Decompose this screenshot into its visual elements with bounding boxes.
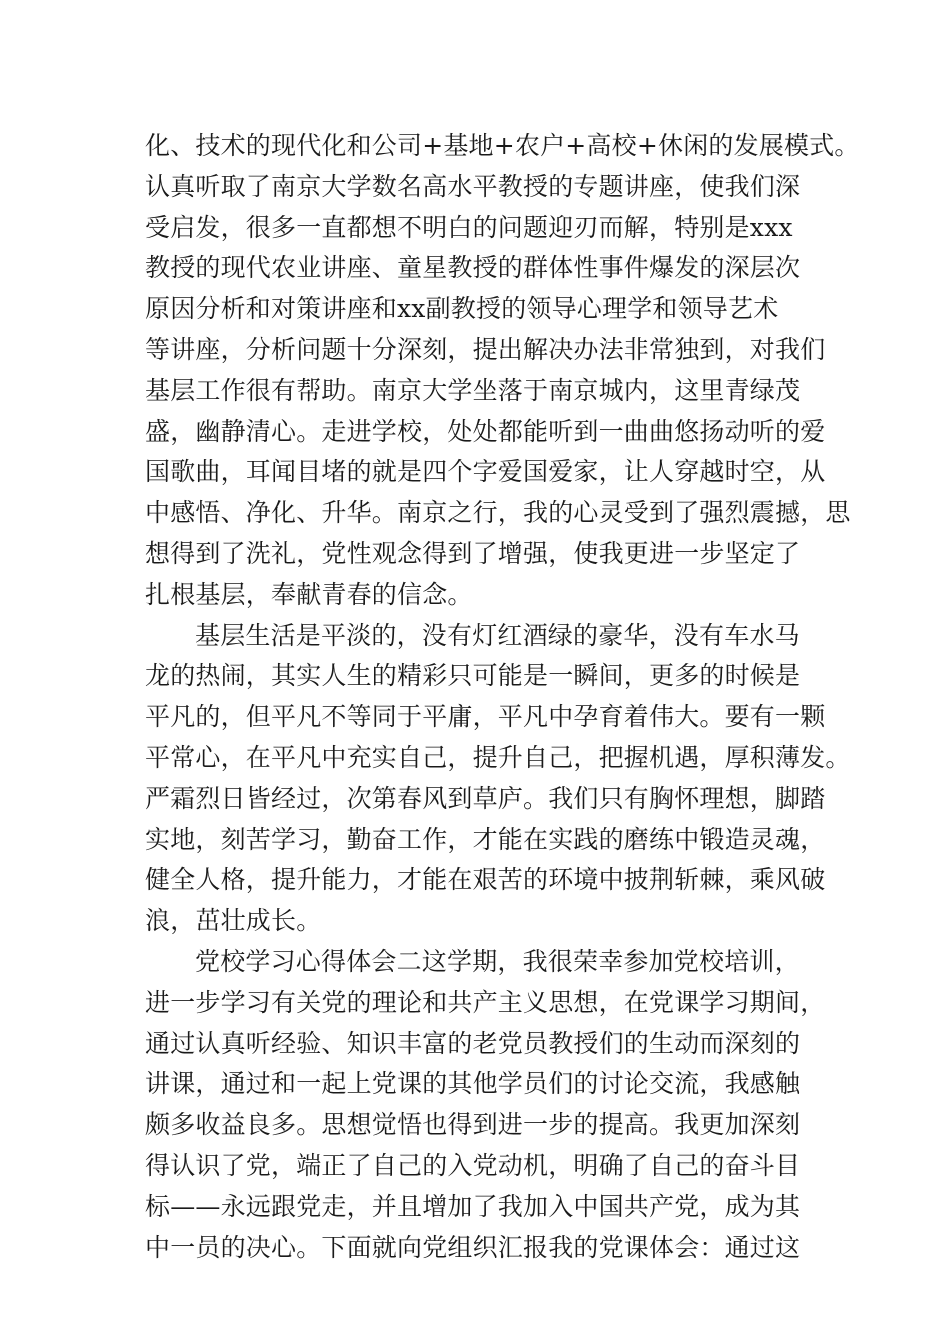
text-line: 等讲座，分析问题十分深刻，提出解决办法非常独到，对我们 xyxy=(145,334,826,364)
text-line: 平常心，在平凡中充实自己，提升自己，把握机遇，厚积薄发。 xyxy=(145,742,851,772)
text-line: 教授的现代农业讲座、童星教授的群体性事件爆发的深层次 xyxy=(145,253,801,283)
text-line: 健全人格，提升能力，才能在艰苦的环境中披荆斩棘，乘风破 xyxy=(145,865,826,895)
text-line: 中一员的决心。下面就向党组织汇报我的党课体会：通过这 xyxy=(145,1232,801,1262)
text-line: 浪，茁壮成长。 xyxy=(145,906,322,936)
paragraph xyxy=(145,942,826,1268)
document-body xyxy=(145,126,860,1268)
text-line: 认真听取了南京大学数名高水平教授的专题讲座，使我们深 xyxy=(145,171,801,201)
text-line: 扎根基层，奉献青春的信念。 xyxy=(145,579,473,609)
text-line: 得认识了党，端正了自己的入党动机，明确了自己的奋斗目 xyxy=(145,1150,801,1180)
text-line: 基层工作很有帮助。南京大学坐落于南京城内，这里青绿茂 xyxy=(145,375,801,405)
text-line: 盛，幽静清心。走进学校，处处都能听到一曲曲悠扬动听的爱 xyxy=(145,416,826,446)
text-line: 中感悟、净化、升华。南京之行，我的心灵受到了强烈震撼，思 xyxy=(145,498,851,528)
text-line: 进一步学习有关党的理论和共产主义思想，在党课学习期间， xyxy=(145,987,826,1017)
text-line: 受启发，很多一直都想不明白的问题迎刃而解，特别是xxx xyxy=(145,212,793,242)
text-line: 国歌曲，耳闻目堵的就是四个字爱国爱家，让人穿越时空，从 xyxy=(145,457,826,487)
text-line: 通过认真听经验、知识丰富的老党员教授们的生动而深刻的 xyxy=(145,1028,801,1058)
paragraph xyxy=(145,126,860,616)
text-line: 原因分析和对策讲座和xx副教授的领导心理学和领导艺术 xyxy=(145,294,779,324)
text-line: 实地，刻苦学习，勤奋工作，才能在实践的磨练中锻造灵魂， xyxy=(145,824,826,854)
paragraph xyxy=(145,616,851,942)
text-line: 严霜烈日皆经过，次第春风到草庐。我们只有胸怀理想，脚踏 xyxy=(145,783,826,813)
text-line: 讲课，通过和一起上党课的其他学员们的讨论交流，我感触 xyxy=(145,1069,801,1099)
text-line: 党校学习心得体会二这学期，我很荣幸参加党校培训， xyxy=(195,946,800,976)
text-line: 标——永远跟党走，并且增加了我加入中国共产党，成为其 xyxy=(145,1191,801,1221)
text-line: 平凡的，但平凡不等同于平庸，平凡中孕育着伟大。要有一颗 xyxy=(145,702,826,732)
text-line: 基层生活是平淡的，没有灯红酒绿的豪华，没有车水马 xyxy=(195,620,800,650)
text-line: 化、技术的现代化和公司+基地+农户+高校+休闲的发展模式。 xyxy=(145,131,860,160)
text-line: 颇多收益良多。思想觉悟也得到进一步的提高。我更加深刻 xyxy=(145,1110,801,1140)
text-line: 想得到了洗礼，党性观念得到了增强，使我更进一步坚定了 xyxy=(145,538,801,568)
text-line: 龙的热闹，其实人生的精彩只可能是一瞬间，更多的时候是 xyxy=(145,661,801,691)
